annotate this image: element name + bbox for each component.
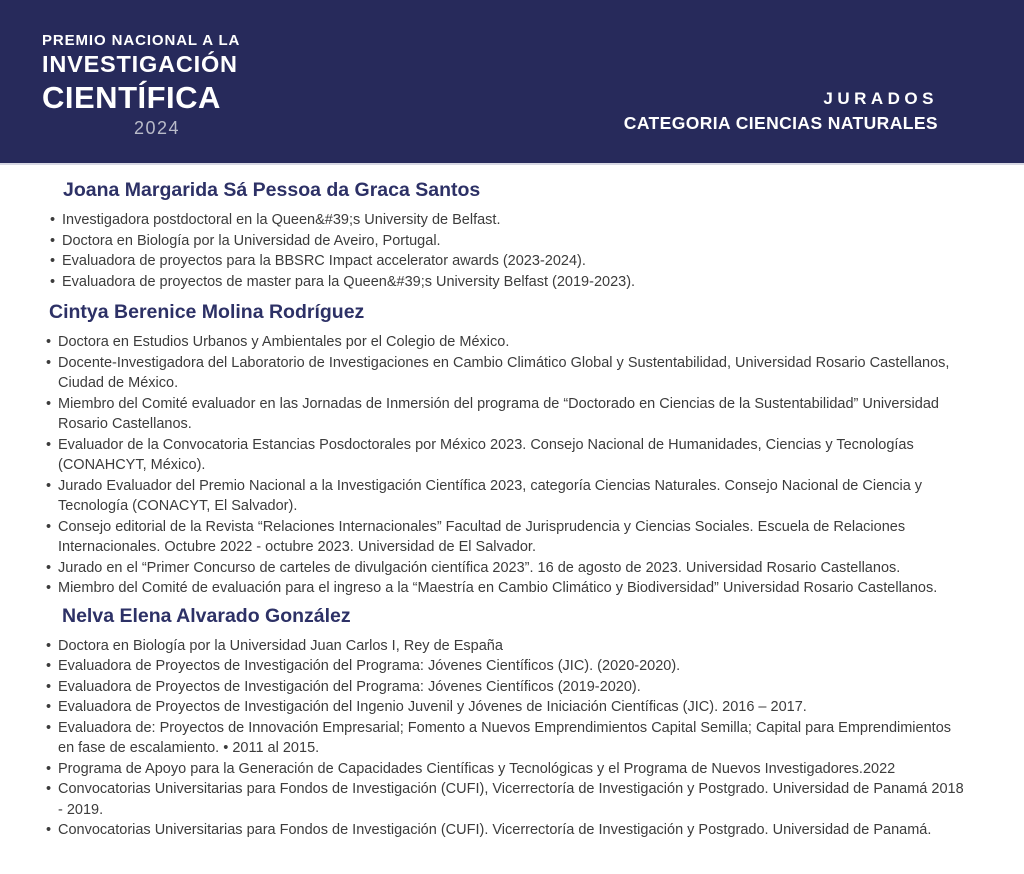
jury-section	[0, 300, 966, 599]
jury-credential-item: • Jurado Evaluador del Premio Nacional a la Investigación Científica 2023, categoría Ciencias Naturales. Consejo Nacional de Ciencia y Tecnología (CONACYT, El Salvador).	[46, 476, 966, 517]
jurados-title: JURADOS	[823, 89, 938, 108]
award-logo-line3: CIENTÍFICA	[42, 79, 221, 115]
jury-credential-item: • Evaluadora de Proyectos de Investigación del Ingenio Juvenil y Jóvenes de Iniciación Científicas (JIC). 2016 – 2017.	[46, 697, 966, 718]
header-band	[0, 0, 1024, 165]
jury-credentials-list	[0, 332, 966, 599]
award-logo	[42, 33, 272, 137]
jury-credential-item: • Doctora en Biología por la Universidad Juan Carlos I, Rey de España	[46, 636, 966, 657]
jury-credential-item: • Doctora en Estudios Urbanos y Ambientales por el Colegio de México.	[46, 332, 966, 353]
jury-credential-item: • Convocatorias Universitarias para Fondos de Investigación (CUFI). Vicerrectoría de Investigación y Postgrado. Universidad de Panamá.	[46, 820, 966, 841]
jury-credential-item: • Doctora en Biología por la Universidad de Aveiro, Portugal.	[50, 231, 966, 252]
jury-credential-item: • Evaluadora de: Proyectos de Innovación Empresarial; Fomento a Nuevos Emprendimientos Capital Semilla; Capital para Emprendimientos en fase de escalamiento. • 2011 al 2015.	[46, 718, 966, 759]
jury-credential-item: • Docente-Investigadora del Laboratorio de Investigaciones en Cambio Climático Global y Sustentabilidad, Universidad Rosario Castellanos, Ciudad de México.	[46, 353, 966, 394]
category-subtitle: CATEGORIA CIENCIAS NATURALES	[623, 113, 938, 133]
award-year: 2024	[133, 117, 181, 138]
jury-credential-item: • Evaluadora de proyectos de master para la Queen&#39;s University Belfast (2019-2023).	[50, 272, 966, 293]
jury-credential-item: • Investigadora postdoctoral en la Queen&#39;s University de Belfast.	[50, 210, 966, 231]
jury-content	[0, 178, 1024, 841]
award-logo-line2: INVESTIGACIÓN	[42, 51, 238, 77]
jury-credential-item: • Miembro del Comité de evaluación para el ingreso a la “Maestría en Cambio Climático y Biodiversidad” Universidad Rosario Castellanos.	[46, 578, 966, 599]
award-logo-line1: PREMIO NACIONAL A LA	[42, 32, 241, 49]
jury-name-heading: Joana Margarida Sá Pessoa da Graca Santos	[63, 179, 481, 201]
jury-credential-item: • Evaluador de la Convocatoria Estancias Posdoctorales por México 2023. Consejo Nacional de Humanidades, Ciencias y Tecnologías (CONAHCYT, México).	[46, 435, 966, 476]
jury-section	[0, 604, 966, 841]
jury-credential-item: • Jurado en el “Primer Concurso de carteles de divulgación científica 2023”. 16 de agosto de 2023. Universidad Rosario Castellanos.	[46, 558, 966, 579]
jury-credential-item: • Evaluadora de proyectos para la BBSRC Impact accelerator awards (2023-2024).	[50, 251, 966, 272]
jury-credential-item: • Miembro del Comité evaluador en las Jornadas de Inmersión del programa de “Doctorado en Ciencias de la Sustentabilidad” Universidad Rosario Castellanos.	[46, 394, 966, 435]
header-right-block	[624, 86, 938, 136]
jury-section	[0, 178, 966, 292]
jury-credentials-list	[0, 210, 966, 292]
jury-name-heading: Nelva Elena Alvarado González	[62, 604, 351, 627]
jury-credential-item: • Evaluadora de Proyectos de Investigación del Programa: Jóvenes Científicos (JIC). (2020-2020).	[46, 656, 966, 677]
jury-credential-item: • Convocatorias Universitarias para Fondos de Investigación (CUFI), Vicerrectoría de Investigación y Postgrado. Universidad de Panamá 2018 - 2019.	[46, 779, 966, 820]
jury-credentials-list	[0, 636, 966, 841]
jury-credential-item: • Evaluadora de Proyectos de Investigación del Programa: Jóvenes Científicos (2019-2020).	[46, 677, 966, 698]
jury-name-heading: Cintya Berenice Molina Rodríguez	[49, 301, 365, 323]
jury-credential-item: • Consejo editorial de la Revista “Relaciones Internacionales” Facultad de Jurisprudencia y Ciencias Sociales. Escuela de Relaciones Internacionales. Octubre 2022 - octubre 2023. Universidad de El Salvador.	[46, 517, 966, 558]
jury-credential-item: • Programa de Apoyo para la Generación de Capacidades Científicas y Tecnológicas y el Programa de Nuevos Investigadores.2022	[46, 759, 966, 780]
